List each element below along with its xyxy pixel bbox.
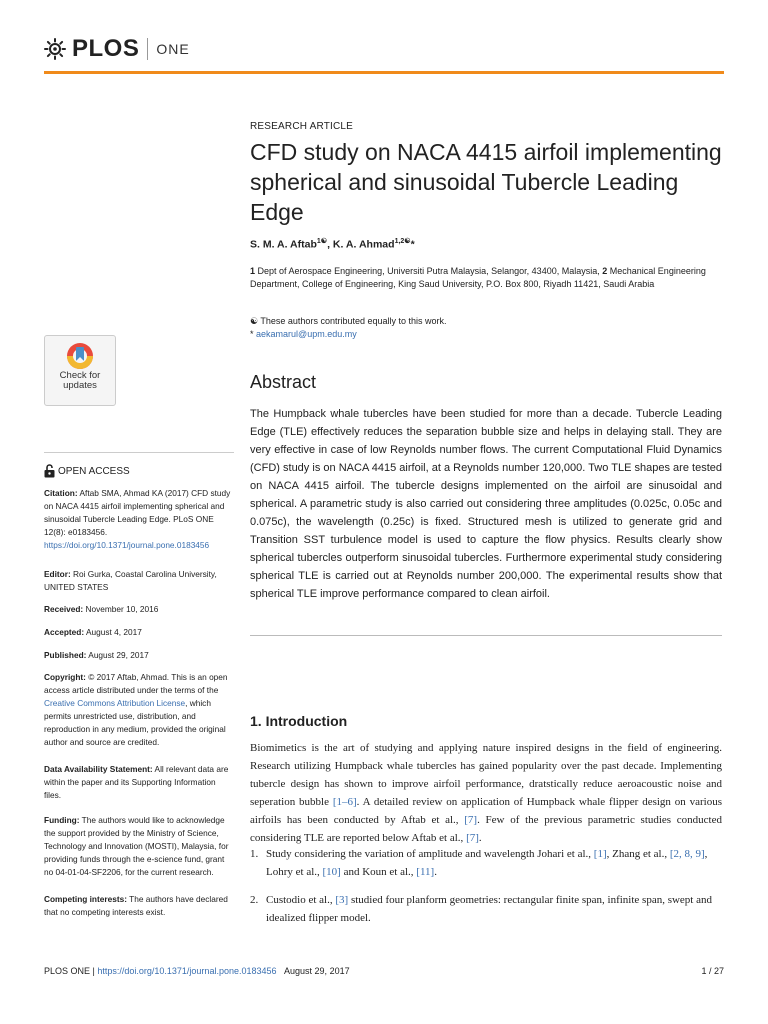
accepted-block <box>44 626 234 639</box>
accepted-label: Accepted: <box>44 627 85 637</box>
data-availability-block <box>44 763 234 802</box>
citation-link[interactable]: [3] <box>335 894 349 906</box>
footer-doi-link[interactable]: https://doi.org/10.1371/journal.pone.0183456 <box>97 966 277 976</box>
citation-link[interactable]: [2, 8, 9] <box>669 848 705 860</box>
editor-text: Roi Gurka, Coastal Carolina University, UNITED STATES <box>44 569 217 592</box>
license-link[interactable]: Creative Commons Attribution License <box>44 698 186 708</box>
affiliation-text: Dept of Aerospace Engineering, Universiti Putra Malaysia, Selangor, 43400, Malaysia, <box>257 266 600 276</box>
author-affiliation-mark: 1,2☯ <box>394 238 411 245</box>
citation-block <box>44 487 234 552</box>
list-item <box>250 891 722 927</box>
citation-text: Aftab SMA, Ahmad KA (2017) CFD study on NACA 4415 airfoil implementing spherical and sinusoidal Tubercle Leading Edge. PLoS ONE 12(8): e0183456. <box>44 488 231 537</box>
check-updates-label: updates <box>63 380 97 391</box>
plos-one-logo[interactable] <box>44 33 190 65</box>
citation-link[interactable]: [1] <box>593 848 607 860</box>
header-rule <box>44 71 724 74</box>
article-type: RESEARCH ARTICLE <box>250 121 354 132</box>
page-number: 1 / 27 <box>701 966 724 976</box>
open-access-badge <box>44 464 130 478</box>
copyright-block <box>44 671 234 749</box>
copyright-text: , which permits unrestricted use, distribution, and reproduction in any medium, provided the original author and source are credited. <box>44 698 226 747</box>
author-list: S. M. A. Aftab$^{1☯}$, K. A. Ahmad$^{1,2☯}$* <box>250 238 415 251</box>
brand-name: PLOS <box>72 35 140 62</box>
funding-label: Funding: <box>44 815 80 825</box>
crossmark-icon <box>65 341 95 371</box>
editor-label: Editor: <box>44 569 71 579</box>
citation-label: Citation: <box>44 488 78 498</box>
competing-interests-block <box>44 893 234 919</box>
corresponding-email-link[interactable]: aekamarul@upm.edu.my <box>256 329 357 339</box>
article-title: CFD study on NACA 4415 airfoil implementing spherical and sinusoidal Tubercle Leading Edge <box>250 139 722 225</box>
text-run: studied four planform geometries: rectangular finite span, infinite span, swept and idealized flipper model. <box>266 894 712 924</box>
accepted-date: August 4, 2017 <box>85 627 142 637</box>
plos-sun-icon <box>44 38 66 60</box>
list-number: 1. <box>250 848 259 860</box>
funding-block <box>44 814 234 879</box>
text-run: . <box>478 832 482 844</box>
citation-link[interactable]: [7] <box>466 832 479 844</box>
author-affiliation-mark: 1☯ <box>316 238 328 245</box>
check-for-updates-button[interactable] <box>44 335 116 406</box>
published-date: August 29, 2017 <box>88 650 149 660</box>
author-name[interactable]: S. M. A. Aftab <box>250 238 317 251</box>
text-run: . <box>434 866 437 878</box>
journal-name: ONE <box>156 41 190 57</box>
citation-link[interactable]: [11] <box>416 866 435 878</box>
competing-interests-text: The authors have declared that no competing interests exist. <box>44 894 228 917</box>
list-number: 2. <box>250 894 259 906</box>
affiliation-number: 2 <box>602 266 608 276</box>
data-availability-label: Data Availability Statement: <box>44 764 153 774</box>
affiliation-number: 1 <box>250 266 256 276</box>
text-run: . Few of the previous parametric studies conducted considering TLE are reported below Aftab et al., <box>250 814 722 844</box>
data-availability-text: All relevant data are within the paper and its Supporting Information files. <box>44 764 229 800</box>
introduction-heading: 1. Introduction <box>250 713 348 729</box>
corresponding-author-mark: * <box>410 238 415 251</box>
check-updates-label: Check for <box>59 370 101 381</box>
received-block <box>44 603 234 616</box>
introduction-paragraph <box>250 739 722 847</box>
citation-link[interactable]: [1–6] <box>332 796 357 808</box>
text-run: and Koun et al., <box>340 866 417 878</box>
logo-divider <box>147 38 148 60</box>
sidebar-divider <box>44 452 234 453</box>
abstract-heading: Abstract <box>250 372 317 392</box>
editor-block <box>44 568 234 594</box>
introduction-list <box>250 845 722 937</box>
funding-text: The authors would like to acknowledge the support provided by the Ministry of Science, Technology and Innovation (MOSTI), Malaysia, for providing funds through the e-science fund, grant no 04-01-04-SF2206, for the current research. <box>44 815 229 877</box>
abstract-text: The Humpback whale tubercles have been studied for more than a decade. Tubercle Leading Edge (TLE) effectively reduces the separation bubble size and helps in delaying stall. They are very effective in case of low Reynolds number flows. The current Computational Fluid Dynamics (CFD) study is on NACA 4415 airfoil, at a Reynolds number 120,000. Two TLE shapes are tested on NACA 4415 airfoil. The tubercle designs implemented on the airfoil are sinusoidal and spherical. A parametric study is also carried out considering three amplitudes (0.025c, 0.05c and 0.075c), the wavelength (0.25c) is fixed. Structured mesh is utilized to generate grid and Transition SST turbulence model is used to capture the flow physics. Results clearly show spherical tubercles outperform sinusoidal tubercles. Furthermore experimental study considering spherical TLE is carried out at Reynolds number 200,000. The experimental results show that spherical TLE improve performance compared to clean airfoil. <box>250 408 722 600</box>
copyright-text: © 2017 Aftab, Ahmad. This is an open access article distributed under the terms of the <box>44 672 228 695</box>
received-label: Received: <box>44 604 84 614</box>
open-access-label: OPEN ACCESS <box>58 465 130 477</box>
email-star: * <box>250 329 254 339</box>
footer-date: August 29, 2017 <box>284 966 350 976</box>
affiliations <box>250 265 720 291</box>
abstract-divider <box>250 635 722 636</box>
open-lock-icon <box>44 464 55 478</box>
footer-journal: PLOS ONE | <box>44 966 98 976</box>
equal-contribution-note: ☯ These authors contributed equally to this work. <box>250 316 447 326</box>
published-block <box>44 649 234 662</box>
text-run: . A detailed review on application of Humpback whale flipper design on various airfoils has been conducted by Aftab et al., <box>250 796 722 826</box>
text-run: , Lohry et al., <box>266 848 708 878</box>
received-date: November 10, 2016 <box>85 604 159 614</box>
competing-interests-label: Competing interests: <box>44 894 127 904</box>
page-footer <box>44 966 350 976</box>
citation-link[interactable]: [10] <box>322 866 341 878</box>
corresponding-email-line <box>250 329 357 339</box>
citation-link[interactable]: [7] <box>464 814 478 826</box>
text-run: Biomimetics is the art of studying and applying nature inspired designs in the field of engineering. Research utilizing Humpback whale tubercles has gained popularity over the past decade. Implementing tubercle design has shown to improve airfoil performance, dratstically reduce aeroacoustic noise and seperation bubble <box>250 742 722 808</box>
text-run: Custodio et al., <box>266 894 336 906</box>
published-label: Published: <box>44 650 87 660</box>
author-name[interactable]: K. A. Ahmad <box>332 238 395 251</box>
list-item <box>250 845 722 881</box>
text-run: Study considering the variation of amplitude and wavelength Johari et al., <box>266 848 594 860</box>
citation-doi-link[interactable]: https://doi.org/10.1371/journal.pone.0183456 <box>44 540 210 550</box>
copyright-label: Copyright: <box>44 672 86 682</box>
affiliation-text: Mechanical Engineering Department, College of Engineering, King Saud University, P.O. Box 800, Riyadh 11421, Saudi Arabia <box>250 266 706 289</box>
text-run: , Zhang et al., <box>606 848 670 860</box>
